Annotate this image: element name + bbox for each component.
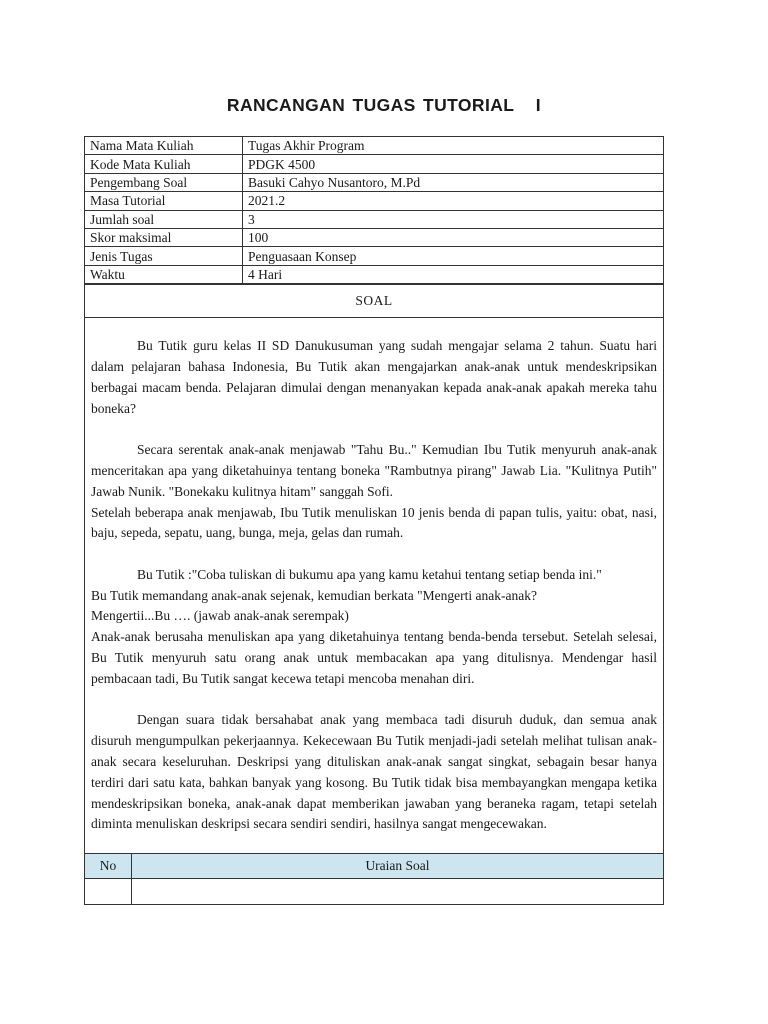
- info-value: Tugas Akhir Program: [243, 137, 664, 155]
- info-row: [85, 247, 663, 265]
- soal-body: [85, 318, 663, 853]
- uraian-col-soal: Uraian Soal: [132, 854, 664, 879]
- uraian-soal-cell: [132, 879, 664, 905]
- uraian-table: [85, 853, 663, 904]
- info-value: 3: [243, 210, 664, 228]
- soal-paragraph: Mengertii...Bu …. (jawab anak-anak serempak): [91, 608, 349, 624]
- soal-paragraph: Setelah beberapa anak menjawab, Ibu Tutik menuliskan 10 jenis benda di papan tulis, yaitu: obat, nasi, baju, sepeda, sepatu, uang, bunga, meja, gelas dan rumah.: [91, 504, 657, 541]
- info-label: Masa Tutorial: [85, 192, 243, 210]
- info-row: [85, 265, 663, 283]
- info-label: Pengembang Soal: [85, 173, 243, 191]
- info-value: PDGK 4500: [243, 155, 664, 173]
- info-value: Penguasaan Konsep: [243, 247, 664, 265]
- uraian-no-cell: [85, 879, 132, 905]
- soal-heading: SOAL: [85, 284, 663, 318]
- info-row: [85, 155, 663, 173]
- soal-paragraph: Secara serentak anak-anak menjawab "Tahu Bu.." Kemudian Ibu Tutik menyuruh anak-anak menceritakan apa yang diketahuinya tentang boneka "Rambutnya pirang" Jawab Lia. "Kulitnya Putih" Jawab Nunik. "Bonekaku kulitnya hitam" sanggah Sofi.: [91, 442, 657, 499]
- soal-paragraph: Bu Tutik guru kelas II SD Danukusuman yang sudah mengajar selama 2 tahun. Suatu hari dalam pelajaran bahasa Indonesia, Bu Tutik akan mengajarkan anak-anak untuk mendeskripsikan berbagai macam benda. Pelajaran dimulai dengan menanyakan kepada anak-anak apakah mereka tahu boneka?: [91, 338, 657, 416]
- info-value: 2021.2: [243, 192, 664, 210]
- info-row: [85, 137, 663, 155]
- soal-paragraph: Dengan suara tidak bersahabat anak yang membaca tadi disuruh duduk, dan semua anak disuruh mengumpulkan pekerjaannya. Kekecewaan Bu Tutik menjadi-jadi setelah melihat tulisan anak-anak secara keseluruhan. Deskripsi yang dituliskan anak-anak sangat singkat, sebagain besar hanya terdiri dari satu kata, bahkan banyak yang kosong. Bu Tutik tidak bisa membayangkan mengapa ketika mendeskripsikan boneka, anak-anak dapat memberikan jawaban yang beraneka ragam, tetapi setelah diminta menuliskan deskripsi secara sendiri sendiri, hasilnya sangat mengecewakan.: [91, 712, 657, 832]
- info-value: Basuki Cahyo Nusantoro, M.Pd: [243, 173, 664, 191]
- assignment-frame: [84, 136, 664, 905]
- info-label: Jenis Tugas: [85, 247, 243, 265]
- uraian-header-row: [85, 854, 663, 879]
- info-label: Nama Mata Kuliah: [85, 137, 243, 155]
- info-row: [85, 173, 663, 191]
- info-row: [85, 228, 663, 246]
- info-label: Jumlah soal: [85, 210, 243, 228]
- info-row: [85, 192, 663, 210]
- uraian-row: [85, 879, 663, 905]
- info-label: Kode Mata Kuliah: [85, 155, 243, 173]
- soal-paragraph: Bu Tutik memandang anak-anak sejenak, kemudian berkata "Mengerti anak-anak?: [91, 587, 537, 603]
- info-value: 100: [243, 228, 664, 246]
- info-label: Skor maksimal: [85, 228, 243, 246]
- uraian-col-no: No: [85, 854, 132, 879]
- info-row: [85, 210, 663, 228]
- info-table: [85, 137, 663, 284]
- info-label: Waktu: [85, 265, 243, 283]
- page-title: RANCANGAN TUGAS TUTORIAL I: [226, 95, 542, 115]
- info-value: 4 Hari: [243, 265, 664, 283]
- soal-paragraph: Bu Tutik :"Coba tuliskan di bukumu apa yang kamu ketahui tentang setiap benda ini.": [137, 566, 602, 582]
- soal-paragraph: Anak-anak berusaha menuliskan apa yang diketahuinya tentang benda-benda tersebut. Setelah selesai, Bu Tutik menyuruh satu orang anak untuk membacakan apa yang ditulisnya. Mendengar hasil pembacaan tadi, Bu Tutik sangat kecewa tetapi mencoba menahan diri.: [91, 629, 657, 686]
